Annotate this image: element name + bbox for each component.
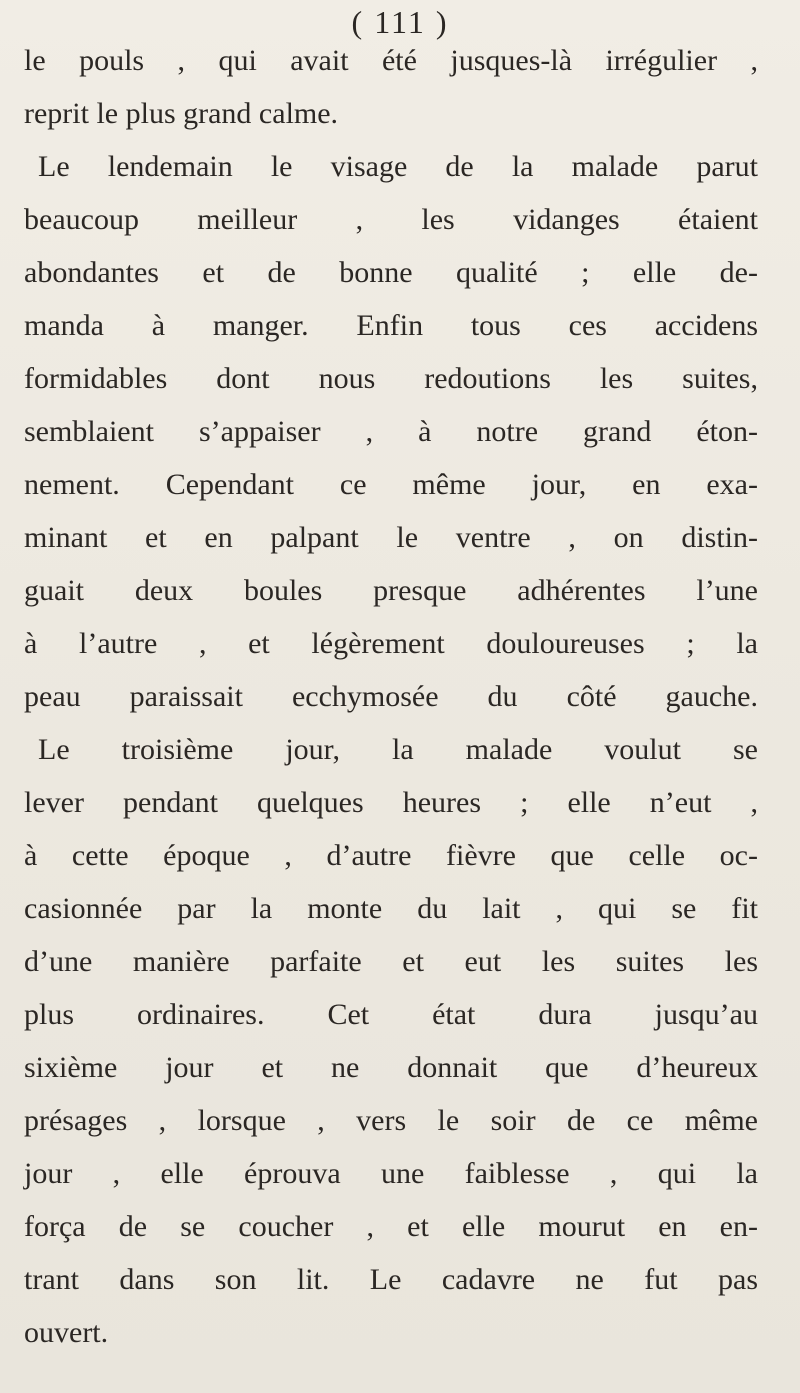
text-line: le pouls , qui avait été jusques-là irrégulier , — [24, 44, 758, 77]
text-line: présages , lorsque , vers le soir de ce même — [24, 1104, 758, 1137]
text-line: reprit le plus grand calme. — [24, 97, 339, 130]
text-line: abondantes et de bonne qualité ; elle de- — [24, 256, 758, 289]
text-line: à l’autre , et légèrement douloureuses ; la — [24, 627, 758, 660]
text-line: peau paraissait ecchymosée du côté gauche. — [24, 680, 758, 713]
text-line: plus ordinaires. Cet état dura jusqu’au — [24, 998, 758, 1031]
text-line: d’une manière parfaite et eut les suites les — [24, 945, 758, 978]
text-line: formidables dont nous redoutions les suites, — [24, 362, 758, 395]
text-line: força de se coucher , et elle mourut en en- — [24, 1210, 758, 1243]
text-line: Le lendemain le visage de la malade parut — [38, 150, 758, 183]
text-line: semblaient s’appaiser , à notre grand éton- — [24, 415, 758, 448]
text-line: Le troisième jour, la malade voulut se — [38, 733, 758, 766]
text-line: manda à manger. Enfin tous ces accidens — [24, 309, 758, 342]
text-line: minant et en palpant le ventre , on distin- — [24, 521, 758, 554]
text-line: ouvert. — [24, 1316, 109, 1349]
text-line: sixième jour et ne donnait que d’heureux — [24, 1051, 758, 1084]
text-line: à cette époque , d’autre fièvre que celle oc- — [24, 839, 758, 872]
text-line: trant dans son lit. Le cadavre ne fut pas — [24, 1263, 758, 1296]
text-line: casionnée par la monte du lait , qui se fit — [24, 892, 758, 925]
text-line: guait deux boules presque adhérentes l’une — [24, 574, 758, 607]
text-line: jour , elle éprouva une faiblesse , qui la — [24, 1157, 758, 1190]
text-line: beaucoup meilleur , les vidanges étaient — [24, 203, 758, 236]
text-line: nement. Cependant ce même jour, en exa- — [24, 468, 758, 501]
page-number: ( 111 ) — [351, 4, 449, 40]
text-line: lever pendant quelques heures ; elle n’eut , — [24, 786, 758, 819]
